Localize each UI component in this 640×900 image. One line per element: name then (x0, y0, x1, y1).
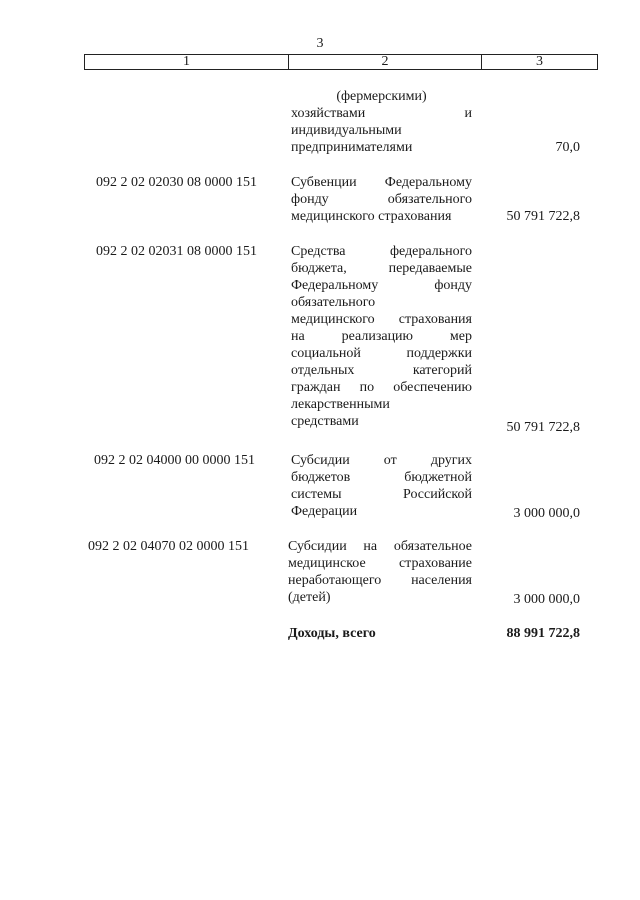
row-description (288, 538, 472, 606)
description-line: индивидуальными (291, 123, 402, 138)
page-number: 3 (316, 36, 324, 51)
description-line: (фермерскими) (336, 89, 427, 104)
column-header-1: 1 (85, 55, 289, 69)
description-line: системы Российской (291, 487, 472, 502)
description-line: предпринимателями (291, 140, 413, 155)
description-line: хозяйствами и (291, 106, 472, 121)
description-line: Субсидии от других (291, 453, 472, 468)
description-line: неработающего населения (288, 573, 472, 588)
column-header-table (84, 54, 598, 70)
row-amount: 70,0 (555, 140, 580, 155)
row-amount: 50 791 722,8 (506, 420, 580, 435)
description-line: медицинского страхования (291, 209, 452, 224)
row-amount: 50 791 722,8 (506, 209, 580, 224)
description-line: медицинское страхование (288, 556, 472, 571)
row-amount: 3 000 000,0 (513, 592, 580, 607)
description-line: отдельных категорий (291, 363, 472, 378)
row-code: 092 2 02 04000 00 0000 151 (94, 453, 255, 468)
description-line: Субсидии на обязательное (288, 539, 472, 554)
row-description (291, 88, 472, 156)
row-code: 092 2 02 04070 02 0000 151 (88, 539, 249, 554)
description-line: граждан по обеспечению (291, 380, 472, 395)
row-amount: 3 000 000,0 (513, 506, 580, 521)
description-line: медицинского страхования (291, 312, 472, 327)
row-description (291, 243, 472, 430)
description-line: Субвенции Федеральному (291, 175, 472, 190)
column-header-3: 3 (536, 54, 543, 69)
description-line: Средства федерального (291, 244, 472, 259)
row-description (291, 174, 472, 225)
description-line: социальной поддержки (291, 346, 472, 361)
description-line: бюджета, передаваемые (291, 261, 472, 276)
row-code: 092 2 02 02030 08 0000 151 (96, 175, 257, 190)
description-line: Федерации (291, 504, 358, 519)
total-amount: 88 991 722,8 (506, 626, 580, 641)
description-line: (детей) (288, 590, 331, 605)
description-line: Федеральному фонду (291, 278, 472, 293)
description-line: фонду обязательного (291, 192, 472, 207)
description-line: на реализацию мер (291, 329, 472, 344)
row-code: 092 2 02 02031 08 0000 151 (96, 244, 257, 259)
description-line: обязательного (291, 295, 376, 310)
description-line: средствами (291, 414, 359, 429)
column-header-2: 2 (289, 55, 482, 69)
description-line: лекарственными (291, 397, 390, 412)
description-line: бюджетов бюджетной (291, 470, 472, 485)
row-description (291, 452, 472, 520)
total-label: Доходы, всего (288, 626, 376, 641)
